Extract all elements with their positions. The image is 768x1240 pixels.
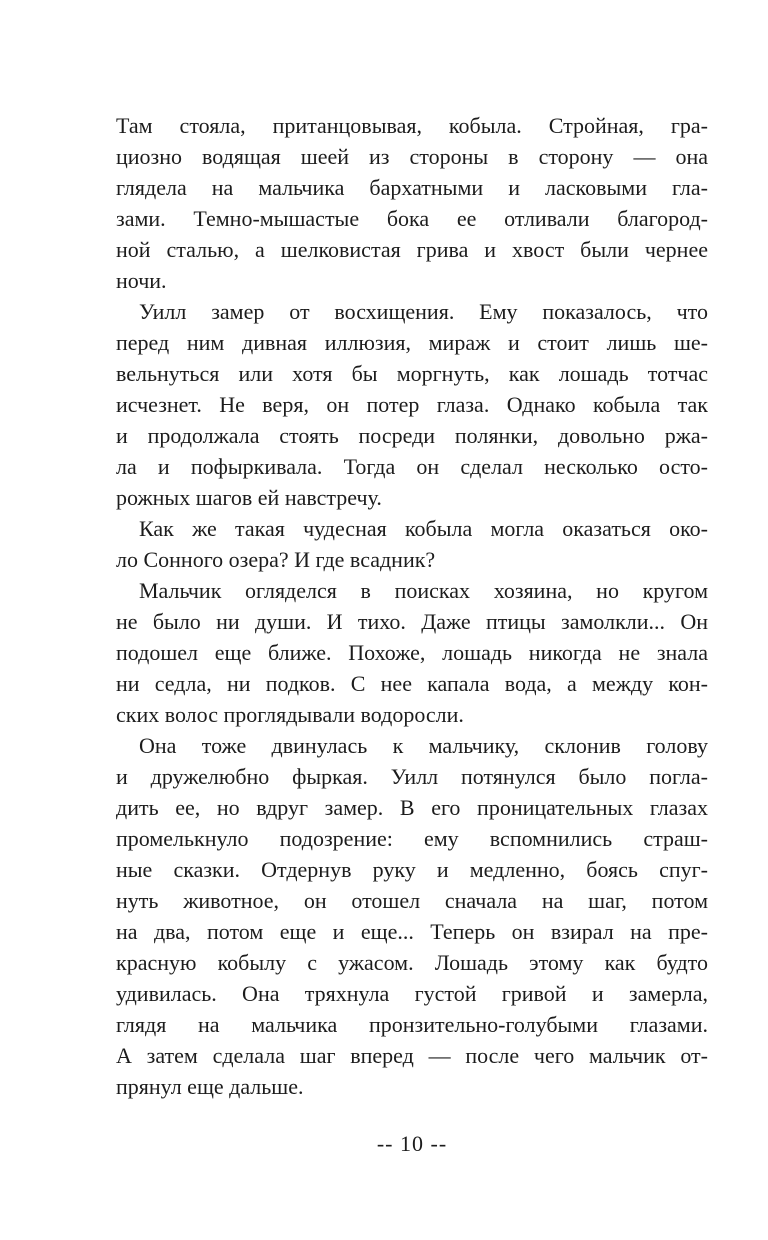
text-line: Как же такая чудесная кобыла могла оказаться око- — [139, 516, 708, 541]
text-line: на два, потом еще и еще... Теперь он взирал на пре- — [116, 919, 708, 944]
text-line: ночи. — [116, 268, 167, 293]
page-number: -- 10 -- — [376, 1131, 448, 1156]
text-line: А затем сделала шаг вперед — после чего мальчик от- — [116, 1043, 708, 1068]
text-line: Мальчик огляделся в поисках хозяина, но кругом — [139, 578, 708, 603]
text-line: исчезнет. Не веря, он потер глаза. Однако кобыла так — [116, 392, 708, 417]
text-line: не было ни души. И тихо. Даже птицы замолкли... Он — [116, 609, 708, 634]
text-line: промелькнуло подозрение: ему вспомнились страш- — [116, 826, 708, 851]
text-line: нуть животное, он отошел сначала на шаг, потом — [116, 888, 708, 913]
text-line: Уилл замер от восхищения. Ему показалось, что — [139, 299, 708, 324]
text-line: глядела на мальчика бархатными и ласковыми гла- — [116, 175, 708, 200]
page-text — [116, 110, 708, 1102]
text-line: рожных шагов ей навстречу. — [116, 485, 382, 510]
text-line: ла и пофыркивала. Тогда он сделал несколько осто- — [116, 454, 708, 479]
text-line: ные сказки. Отдернув руку и медленно, боясь спуг- — [116, 857, 708, 882]
text-line: подошел еще ближе. Похоже, лошадь никогда не знала — [116, 640, 708, 665]
paragraph — [116, 513, 708, 575]
text-line: зами. Темно-мышастые бока ее отливали благород- — [116, 206, 708, 231]
paragraph — [116, 575, 708, 730]
text-line: Там стояла, пританцовывая, кобыла. Стройная, гра- — [116, 113, 708, 138]
paragraph — [116, 296, 708, 513]
text-line: красную кобылу с ужасом. Лошадь этому как будто — [116, 950, 708, 975]
text-line: прянул еще дальше. — [116, 1074, 304, 1099]
text-line: ло Сонного озера? И где всадник? — [116, 547, 436, 572]
text-line: циозно водящая шеей из стороны в сторону — она — [116, 144, 708, 169]
text-line: и дружелюбно фыркая. Уилл потянулся было погла- — [116, 764, 708, 789]
paragraph — [116, 110, 708, 296]
text-line: ной сталью, а шелковистая грива и хвост были чернее — [116, 237, 708, 262]
text-line: Она тоже двинулась к мальчику, склонив голову — [139, 733, 708, 758]
text-line: ни седла, ни подков. С нее капала вода, а между кон- — [116, 671, 708, 696]
text-line: перед ним дивная иллюзия, мираж и стоит лишь ше- — [116, 330, 708, 355]
text-line: ских волос проглядывали водоросли. — [116, 702, 464, 727]
text-line: дить ее, но вдруг замер. В его проницательных глазах — [116, 795, 708, 820]
paragraph — [116, 730, 708, 1102]
text-line: и продолжала стоять посреди полянки, довольно ржа- — [116, 423, 708, 448]
page-footer — [116, 1128, 708, 1159]
text-line: вельнуться или хотя бы моргнуть, как лошадь тотчас — [116, 361, 708, 386]
text-line: глядя на мальчика пронзительно-голубыми глазами. — [116, 1012, 708, 1037]
text-line: удивилась. Она тряхнула густой гривой и замерла, — [116, 981, 708, 1006]
